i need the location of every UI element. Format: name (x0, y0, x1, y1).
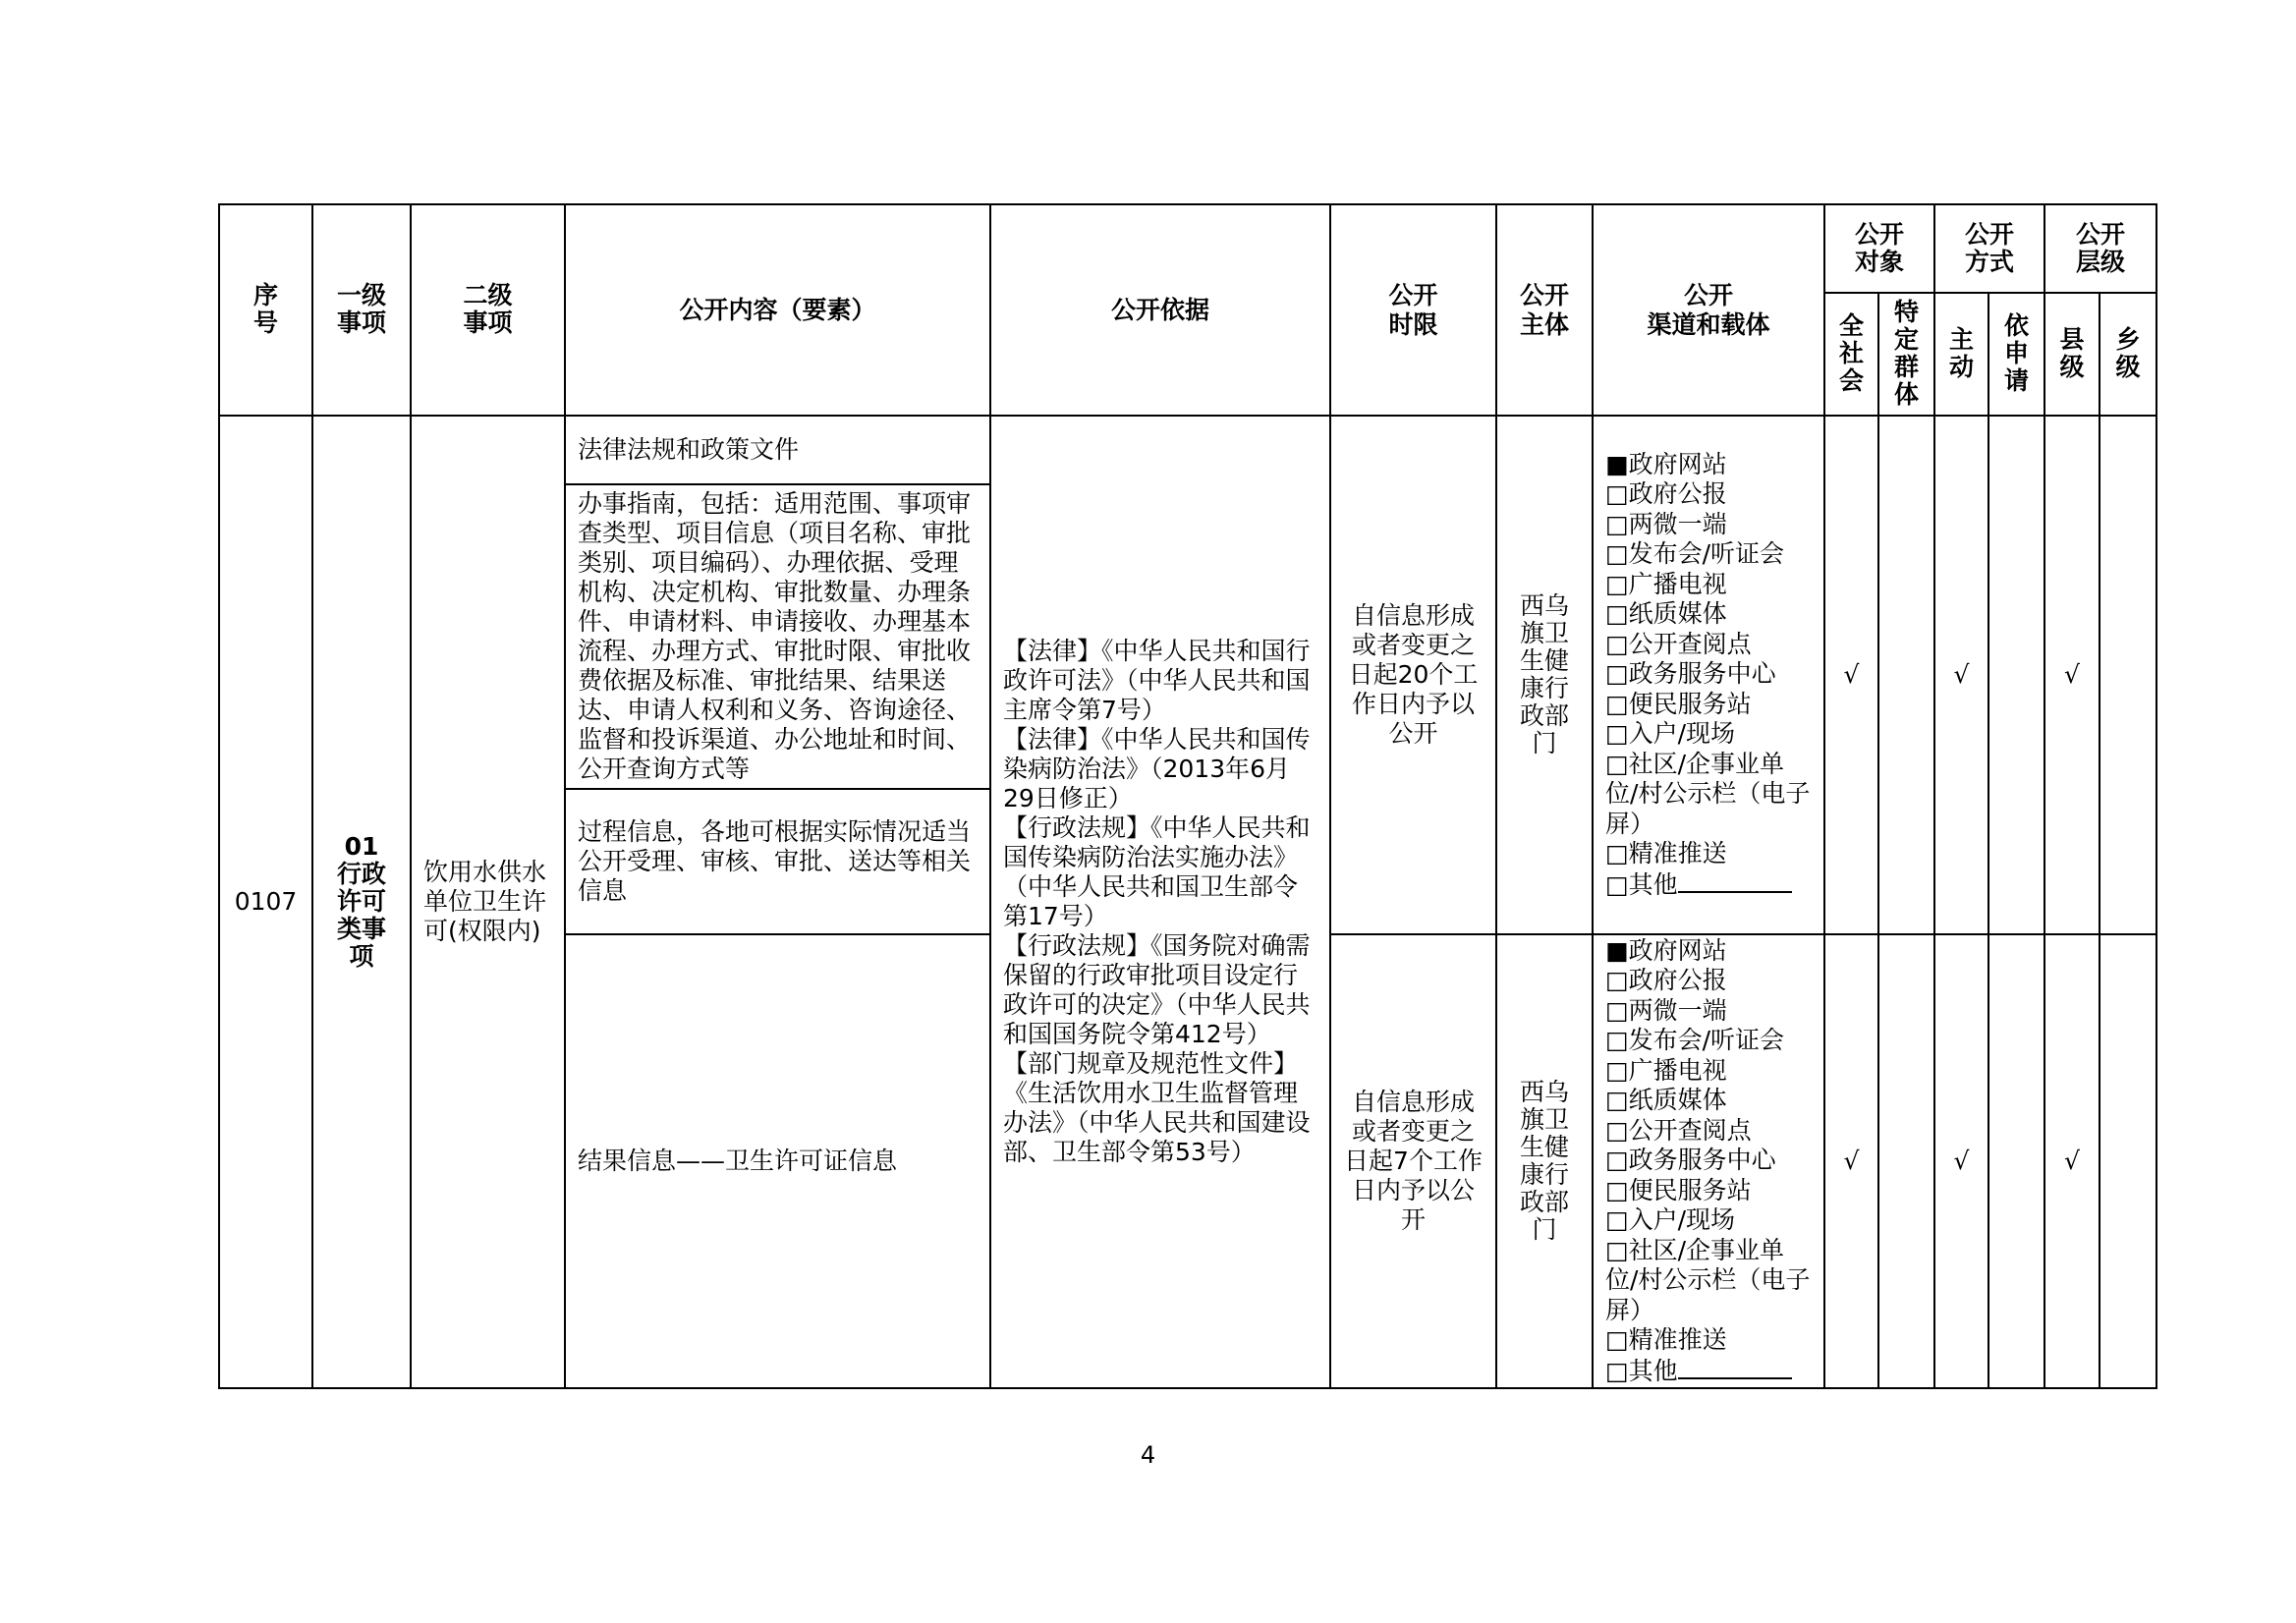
channel-item: □精准推送 (1605, 839, 1727, 868)
header-target: 公开对象 (1824, 204, 1934, 293)
channel-item: □政府公报 (1605, 479, 1727, 509)
check-target-all-1: √ (1824, 416, 1878, 934)
channel-item: □纸质媒体 (1605, 599, 1727, 629)
basis-item: 【行政法规】《中华人民共和国传染病防治法实施办法》（中华人民共和国卫生部令第17号） (1003, 813, 1311, 930)
check-level-county-2: √ (2044, 934, 2100, 1388)
channel-item: □广播电视 (1605, 569, 1727, 598)
channel-item: □政府公报 (1605, 966, 1727, 995)
channel-item: □公开查阅点 (1605, 1115, 1752, 1145)
empty-level-town-2 (2100, 934, 2156, 1388)
row-seq: 0107 (219, 416, 312, 1388)
content-result: 结果信息——卫生许可证信息 (565, 934, 990, 1388)
channel-item: □两微一端 (1605, 995, 1727, 1025)
header-level: 公开层级 (2044, 204, 2156, 293)
basis-item: 【法律】《中华人民共和国行政许可法》（中华人民共和国主席令第7号） (1003, 637, 1311, 724)
page-number: 4 (1140, 1441, 1156, 1469)
header-seq: 序号 (219, 204, 312, 416)
content-laws: 法律法规和政策文件 (565, 416, 990, 484)
channel-item: ■政府网站 (1605, 449, 1727, 478)
channel-item: □发布会/听证会 (1605, 1026, 1785, 1055)
header-channel: 公开 渠道和载体 (1593, 204, 1824, 416)
channel-item: □广播电视 (1605, 1055, 1727, 1085)
check-level-county-1: √ (2044, 416, 2100, 934)
header-level1: 一级事项 (312, 204, 411, 416)
row-level2: 饮用水供水单位卫生许可(权限内) (411, 416, 565, 1388)
empty-target-specific-1 (1878, 416, 1934, 934)
channel-item: □入户/现场 (1605, 719, 1736, 749)
header-time-limit: 公开 时限 (1330, 204, 1496, 416)
channel-item: □社区/企事业单位/村公示栏（电子屏） (1605, 1235, 1811, 1324)
disclosure-table (218, 203, 2157, 1389)
empty-method-apply-2 (1988, 934, 2044, 1388)
channel-item: □便民服务站 (1605, 689, 1752, 718)
check-method-active-1: √ (1934, 416, 1988, 934)
empty-level-town-1 (2100, 416, 2156, 934)
channel-item: □入户/现场 (1605, 1205, 1736, 1235)
time-limit-1: 自信息形成或者变更之日起20个工作日内予以公开 (1330, 416, 1496, 934)
check-method-active-2: √ (1934, 934, 1988, 1388)
header-subject: 公开 主体 (1496, 204, 1593, 416)
check-target-all-2: √ (1824, 934, 1878, 1388)
channel-item: □政务服务中心 (1605, 1146, 1776, 1175)
channel-item: □两微一端 (1605, 509, 1727, 538)
channel-item: □其他 (1605, 869, 1812, 901)
channel-item: □其他 (1605, 1356, 1812, 1387)
header-method-active: 主动 (1934, 293, 1988, 416)
subject-1: 西乌旗卫生健康行政部门 (1496, 416, 1593, 934)
channels-2 (1593, 934, 1824, 1388)
basis-list (990, 416, 1330, 1388)
header-basis: 公开依据 (990, 204, 1330, 416)
channel-item: □政务服务中心 (1605, 659, 1776, 689)
empty-method-apply-1 (1988, 416, 2044, 934)
channel-item: ■政府网站 (1605, 935, 1727, 965)
header-content: 公开内容（要素） (565, 204, 990, 416)
header-method: 公开方式 (1934, 204, 2044, 293)
content-process: 过程信息，各地可根据实际情况适当公开受理、审核、审批、送达等相关信息 (565, 789, 990, 934)
content-guide: 办事指南，包括：适用范围、事项审查类型、项目信息（项目名称、审批类别、项目编码）、办理依据、受理机构、决定机构、审批数量、办理条件、申请材料、申请接收、办理基本流程、办理方式、审批时限、审批收费依据及标准、审批结果、结果送达、申请人权利和义务、咨询途径、监督和投诉渠道、办公地址和时间、公开查询方式等 (565, 484, 990, 789)
time-limit-2: 自信息形成或者变更之日起7个工作日内予以公开 (1330, 934, 1496, 1388)
channel-item: □社区/企事业单位/村公示栏（电子屏） (1605, 749, 1811, 838)
basis-item: 【法律】《中华人民共和国传染病防治法》（2013年6月29日修正） (1003, 725, 1311, 812)
basis-item: 【部门规章及规范性文件】《生活饮用水卫生监督管理办法》（中华人民共和国建设部、卫生部令第53号） (1003, 1049, 1311, 1166)
channel-item: □发布会/听证会 (1605, 539, 1785, 569)
row-level1: 01 行政许可类事项 (312, 416, 411, 1388)
channel-item: □纸质媒体 (1605, 1086, 1727, 1115)
channel-item: □公开查阅点 (1605, 629, 1752, 658)
header-method-apply: 依申请 (1988, 293, 2044, 416)
subject-2: 西乌旗卫生健康行政部门 (1496, 934, 1593, 1388)
empty-target-specific-2 (1878, 934, 1934, 1388)
basis-item: 【行政法规】《国务院对确需保留的行政审批项目设定行政许可的决定》（中华人民共和国国务院令第412号） (1003, 931, 1311, 1048)
channels-1 (1593, 416, 1824, 934)
channel-item: □精准推送 (1605, 1325, 1727, 1355)
header-level-county: 县级 (2044, 293, 2100, 416)
channel-item: □便民服务站 (1605, 1175, 1752, 1204)
header-target-specific: 特定群体 (1878, 293, 1934, 416)
header-target-all: 全社会 (1824, 293, 1878, 416)
header-level2: 二级事项 (411, 204, 565, 416)
header-level-town: 乡级 (2100, 293, 2156, 416)
